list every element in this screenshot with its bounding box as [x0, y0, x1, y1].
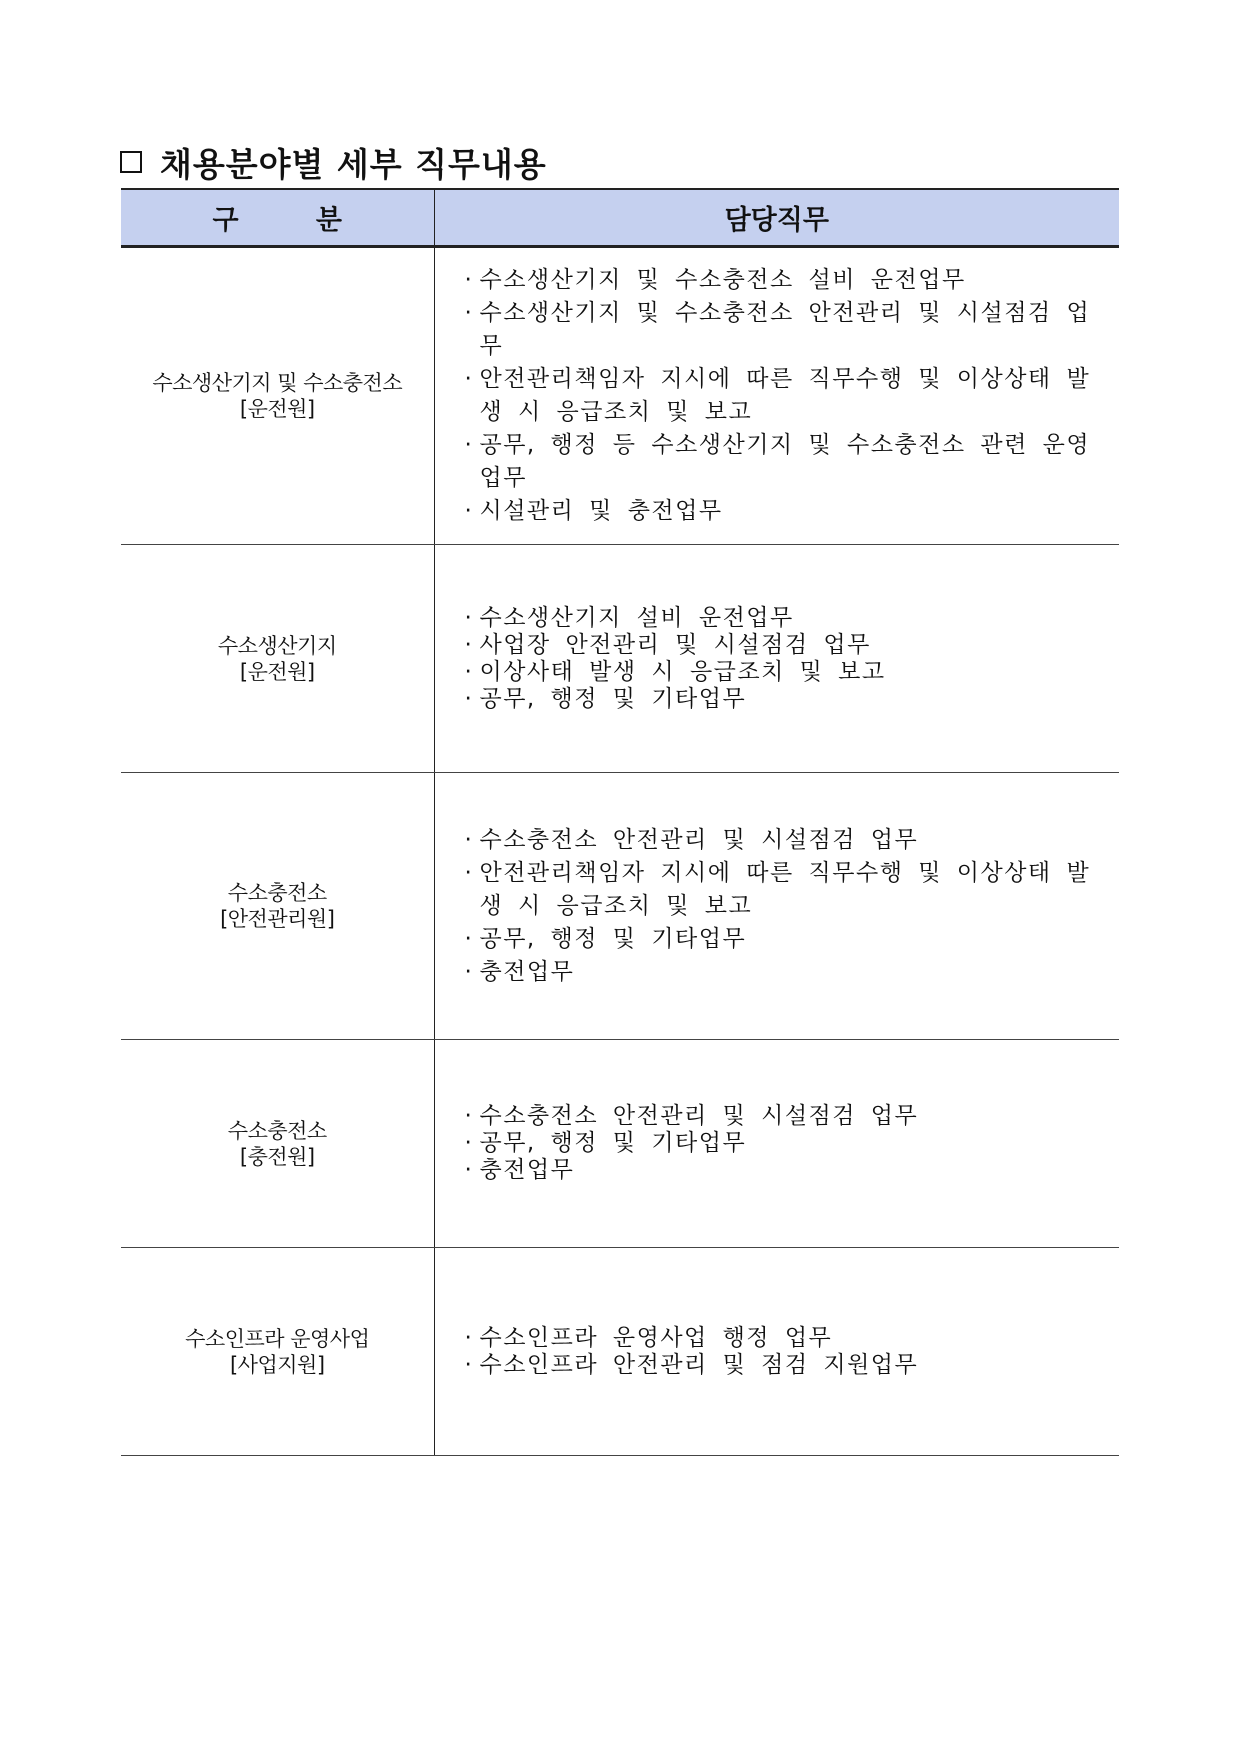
category-name: 수소인프라 운영사업	[185, 1326, 370, 1351]
page-title: 채용분야별 세부 직무내용	[160, 144, 547, 184]
category-name: 수소생산기지 및 수소충전소	[152, 371, 403, 395]
duties-cell	[434, 1248, 1119, 1456]
table-row	[121, 247, 1119, 545]
duty-list	[465, 264, 1106, 528]
bullet-icon: ·	[464, 300, 474, 326]
column-header-duties: 담당직무	[434, 189, 1119, 247]
category-cell	[121, 1040, 434, 1248]
category-cell	[121, 1248, 434, 1456]
table-header-row	[121, 189, 1119, 247]
duty-item: · 수소인프라 안전관리 및 점검 지원업무	[464, 1351, 919, 1378]
duty-item: · 공무, 행정 및 기타업무	[465, 923, 1106, 956]
bullet-icon: ·	[464, 826, 474, 853]
bullet-icon: ·	[464, 658, 474, 685]
duty-item: · 수소생산기지 설비 운전업무	[464, 604, 794, 631]
bullet-icon: ·	[464, 1157, 474, 1183]
duty-item: · 수소생산기지 및 수소충전소 설비 운전업무	[465, 264, 1106, 297]
page-heading	[120, 140, 547, 184]
bullet-icon: ·	[464, 267, 474, 293]
duty-item: · 수소충전소 안전관리 및 시설점검 업무	[464, 1103, 919, 1129]
bullet-icon: ·	[464, 1324, 474, 1351]
column-header-category: 구 분	[121, 189, 434, 247]
duties-cell	[434, 247, 1119, 545]
category-name: 수소충전소	[227, 1118, 327, 1143]
category-name: 수소충전소	[227, 881, 327, 905]
bullet-icon: ·	[464, 1103, 474, 1129]
duties-cell	[434, 545, 1119, 773]
duty-item: · 수소생산기지 및 수소충전소 안전관리 및 시설점검 업무	[465, 297, 1106, 363]
bullet-icon: ·	[464, 432, 474, 458]
duty-item: · 충전업무	[465, 956, 1106, 989]
duty-list	[465, 1325, 1106, 1379]
duty-item: · 사업장 안전관리 및 시설점검 업무	[464, 631, 871, 658]
category-cell	[121, 773, 434, 1040]
category-position: [운전원]	[239, 659, 315, 684]
empty-checkbox-icon	[120, 151, 142, 173]
bullet-icon: ·	[464, 958, 474, 985]
bullet-icon: ·	[464, 604, 474, 631]
category-name: 수소생산기지	[217, 633, 337, 658]
table-row	[121, 545, 1119, 773]
bullet-icon: ·	[464, 925, 474, 952]
bullet-icon: ·	[464, 859, 474, 886]
duty-item: · 안전관리책임자 지시에 따른 직무수행 및 이상상태 발생 시 응급조치 및 보고	[465, 363, 1106, 429]
category-cell	[121, 545, 434, 773]
job-duties-table	[121, 188, 1119, 1456]
duty-item: · 안전관리책임자 지시에 따른 직무수행 및 이상상태 발생 시 응급조치 및 보고	[465, 857, 1106, 923]
bullet-icon: ·	[464, 1130, 474, 1156]
bullet-icon: ·	[464, 1351, 474, 1378]
duty-list	[465, 1103, 1106, 1184]
category-position: [충전원]	[239, 1144, 315, 1169]
duty-item: · 이상사태 발생 시 응급조치 및 보고	[464, 658, 886, 685]
duties-cell	[434, 773, 1119, 1040]
category-position: [운전원]	[239, 397, 315, 421]
duty-item: · 공무, 행정 및 기타업무	[464, 685, 747, 712]
bullet-icon: ·	[464, 366, 474, 392]
bullet-icon: ·	[464, 631, 474, 658]
duty-item: · 수소인프라 운영사업 행정 업무	[464, 1324, 833, 1351]
bullet-icon: ·	[464, 498, 474, 524]
table-row	[121, 773, 1119, 1040]
bullet-icon: ·	[464, 685, 474, 712]
duty-list	[465, 824, 1106, 989]
duties-cell	[434, 1040, 1119, 1248]
duty-item: · 공무, 행정 등 수소생산기지 및 수소충전소 관련 운영업무	[465, 429, 1106, 495]
category-position: [안전관리원]	[220, 907, 335, 931]
duty-item: · 시설관리 및 충전업무	[465, 495, 1106, 528]
duty-item: · 충전업무	[464, 1157, 575, 1183]
table-row	[121, 1248, 1119, 1456]
duty-item: · 수소충전소 안전관리 및 시설점검 업무	[465, 824, 1106, 857]
category-position: [사업지원]	[229, 1352, 325, 1377]
category-cell	[121, 247, 434, 545]
duty-list	[465, 605, 1106, 713]
duty-item: · 공무, 행정 및 기타업무	[464, 1130, 747, 1156]
table-row	[121, 1040, 1119, 1248]
